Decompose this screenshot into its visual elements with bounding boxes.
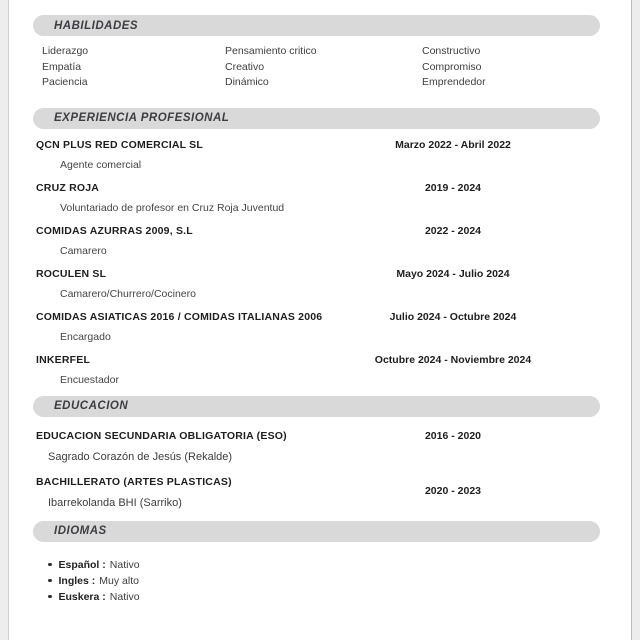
education-entry [33, 475, 600, 510]
languages-list [33, 557, 600, 605]
date-range: 2022 - 2024 [424, 224, 482, 237]
section-header-education [33, 396, 600, 417]
cv-content [33, 0, 600, 640]
date-range: Mayo 2024 - Julio 2024 [396, 267, 510, 280]
bullet-icon [48, 579, 52, 583]
skill-item: Paciencia [42, 76, 88, 88]
language-level: Muy alto [99, 574, 139, 587]
date-range: Julio 2024 - Octubre 2024 [389, 310, 517, 323]
date-range: 2019 - 2024 [424, 181, 482, 194]
experience-entry [33, 138, 600, 172]
job-role: Voluntariado de profesor en Cruz Roja Juventud [60, 201, 285, 214]
language-level: Nativo [109, 590, 140, 603]
skill-item: Liderazgo [42, 45, 89, 57]
skill-item: Empatía [42, 60, 82, 73]
school-name: Sagrado Corazón de Jesús (Rekalde) [48, 450, 233, 463]
skill-item: Compromiso [422, 60, 482, 73]
language-name: Español : [58, 558, 106, 571]
language-name: Euskera : [58, 590, 106, 603]
company-name: COMIDAS ASIATICAS 2016 / COMIDAS ITALIANAS 2006 [36, 310, 323, 323]
language-name: Ingles : [58, 574, 96, 587]
date-range: 2020 - 2023 [424, 484, 482, 497]
skills-column-2 [225, 44, 422, 91]
skills-column-1 [42, 44, 225, 91]
skill-item: Creativo [225, 60, 265, 73]
job-role: Agente comercial [60, 158, 142, 171]
section-title-experience: EXPERIENCIA PROFESIONAL [54, 112, 230, 124]
language-level: Nativo [109, 558, 140, 571]
date-range: Marzo 2022 - Abril 2022 [395, 138, 511, 151]
bullet-icon [48, 563, 52, 567]
page-left-edge [0, 0, 9, 640]
language-item [48, 557, 600, 573]
job-role: Encargado [60, 330, 111, 343]
experience-entry [33, 353, 600, 387]
experience-entry [33, 267, 600, 301]
date-range: 2016 - 2020 [424, 429, 482, 442]
company-name: COMIDAS AZURRAS 2009, S.L [36, 224, 193, 237]
experience-entry [33, 310, 600, 344]
skills-column-3 [422, 44, 600, 91]
date-range: Octubre 2024 - Noviembre 2024 [374, 353, 532, 366]
education-entries [33, 429, 600, 510]
section-title-languages: IDIOMAS [54, 525, 107, 537]
experience-entry [33, 181, 600, 215]
language-item [48, 589, 600, 605]
skill-item: Emprendedor [422, 76, 486, 88]
language-item [48, 573, 600, 589]
education-entry [33, 429, 600, 464]
skill-item: Constructivo [422, 45, 481, 57]
degree-name: BACHILLERATO (ARTES PLASTICAS) [36, 475, 232, 488]
section-header-experience [33, 108, 600, 129]
section-header-skills [33, 15, 600, 36]
page-right-edge [631, 0, 640, 640]
skill-item: Pensamiento critico [225, 45, 317, 57]
company-name: ROCULEN SL [36, 267, 107, 280]
bullet-icon [48, 595, 52, 599]
degree-name: EDUCACION SECUNDARIA OBLIGATORIA (ESO) [36, 429, 287, 442]
job-role: Camarero/Churrero/Cocinero [60, 287, 196, 300]
section-header-languages [33, 521, 600, 542]
section-title-skills: HABILIDADES [54, 19, 139, 32]
company-name: CRUZ ROJA [36, 181, 100, 194]
company-name: QCN PLUS RED COMERCIAL SL [36, 138, 203, 151]
skills-grid [33, 44, 600, 91]
experience-entry [33, 224, 600, 258]
section-title-education: EDUCACION [54, 400, 129, 412]
experience-entries [33, 138, 600, 387]
school-name: Ibarrekolanda BHI (Sarriko) [48, 496, 182, 509]
job-role: Encuestador [60, 373, 119, 386]
skill-item: Dinámico [225, 76, 269, 88]
job-role: Camarero [60, 244, 107, 257]
company-name: INKERFEL [36, 353, 91, 366]
